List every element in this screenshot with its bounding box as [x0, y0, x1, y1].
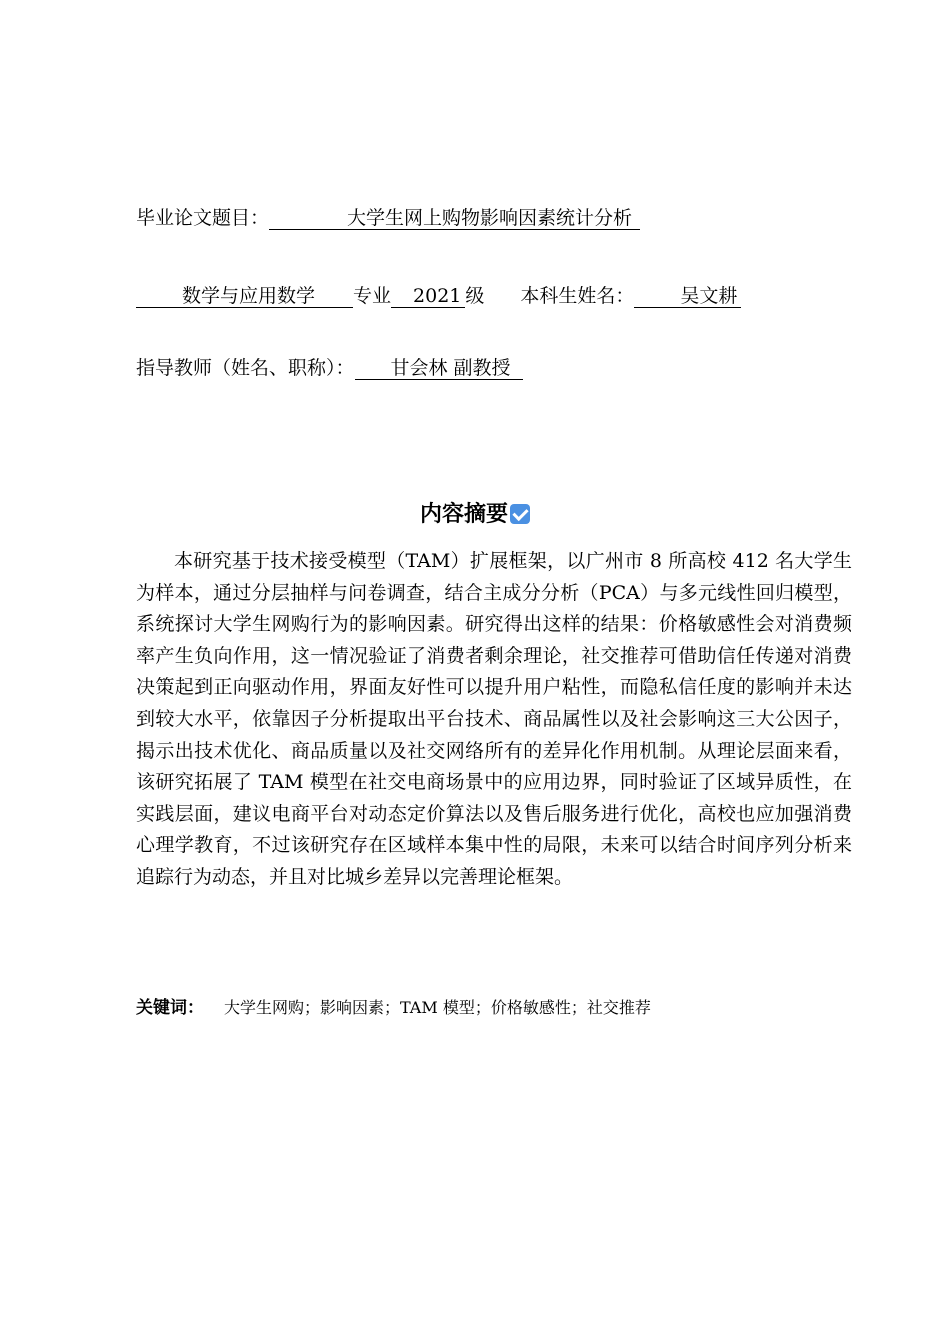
- thesis-title-label: 毕业论文题目：: [136, 207, 270, 229]
- abstract-heading-text: 内容摘要: [419, 502, 508, 527]
- major-text: 数学与应用数学: [182, 285, 316, 307]
- abstract-heading: [0, 500, 950, 530]
- major-label: 专业: [353, 285, 392, 307]
- keywords-row: [136, 996, 651, 1020]
- thesis-title-text: 大学生网上购物影响因素统计分析: [347, 207, 633, 229]
- advisor-text: 甘会林 副教授: [390, 357, 511, 379]
- student-label: 本科生姓名：: [520, 285, 635, 307]
- abstract-body: 本研究基于技术接受模型（TAM）扩展框架，以广州市 8 所高校 412 名大学生为样本，通过分层抽样与问卷调查，结合主成分分析（PCA）与多元线性回归模型，系统探讨大学生网购行为的影响因素。研究得出这样的结果：价格敏感性会对消费频率产生负向作用，这一情况验证了消费者剩余理论，社交推荐可借助信任传递对消费决策起到正向驱动作用，界面友好性可以提升用户粘性，而隐私信任度的影响并未达到较大水平，依靠因子分析提取出平台技术、商品属性以及社会影响这三大公因子，揭示出技术优化、商品质量以及社交网络所有的差异化作用机制。从理论层面来看，该研究拓展了 TAM 模型在社交电商场景中的应用边界，同时验证了区域异质性，在实践层面，建议电商平台对动态定价算法以及售后服务进行优化，高校也应加强消费心理学教育，不过该研究存在区域样本集中性的局限，未来可以结合时间序列分析来追踪行为动态，并且对比城乡差异以完善理论框架。: [136, 550, 852, 888]
- advisor-value: [355, 357, 523, 380]
- grade-value: [391, 285, 465, 308]
- grade-text: 2021: [413, 285, 462, 307]
- student-value: [634, 285, 741, 308]
- advisor-label: 指导教师（姓名、职称）：: [136, 357, 355, 379]
- keywords-label: 关键词：: [136, 998, 204, 1018]
- thesis-title-row: [136, 206, 640, 230]
- thesis-title-value: [269, 207, 640, 230]
- student-text: 吴文耕: [680, 285, 738, 307]
- grade-label: 级: [465, 285, 485, 307]
- major-grade-name-row: [136, 284, 741, 308]
- check-box-icon: [510, 504, 530, 524]
- keywords-value: 大学生网购；影响因素；TAM 模型；价格敏感性；社交推荐: [224, 998, 651, 1017]
- major-value: [136, 285, 353, 308]
- advisor-row: [136, 356, 523, 380]
